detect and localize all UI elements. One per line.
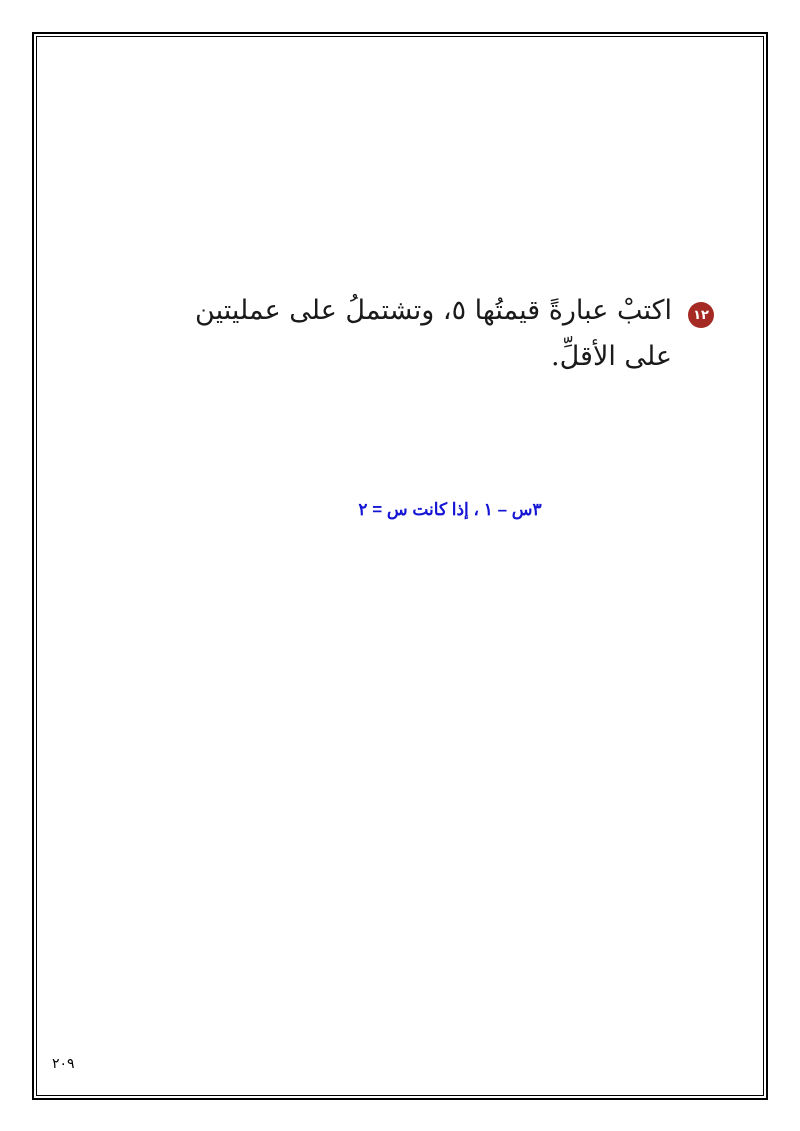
question-line-1: اكتبْ عبارةً قيمتُها ٥، وتشتملُ على عمليتين — [195, 295, 672, 326]
page-border-inner — [36, 36, 764, 1096]
answer-text: ٣س – ١ ، إذا كانت س = ٢ — [358, 500, 542, 519]
question-line-2: على الأقلِّ. — [551, 341, 672, 372]
question-text — [192, 288, 672, 380]
question-block — [190, 288, 714, 388]
question-number-badge: ١٢ — [688, 302, 714, 328]
page-number: ٢٠٩ — [52, 1056, 75, 1072]
